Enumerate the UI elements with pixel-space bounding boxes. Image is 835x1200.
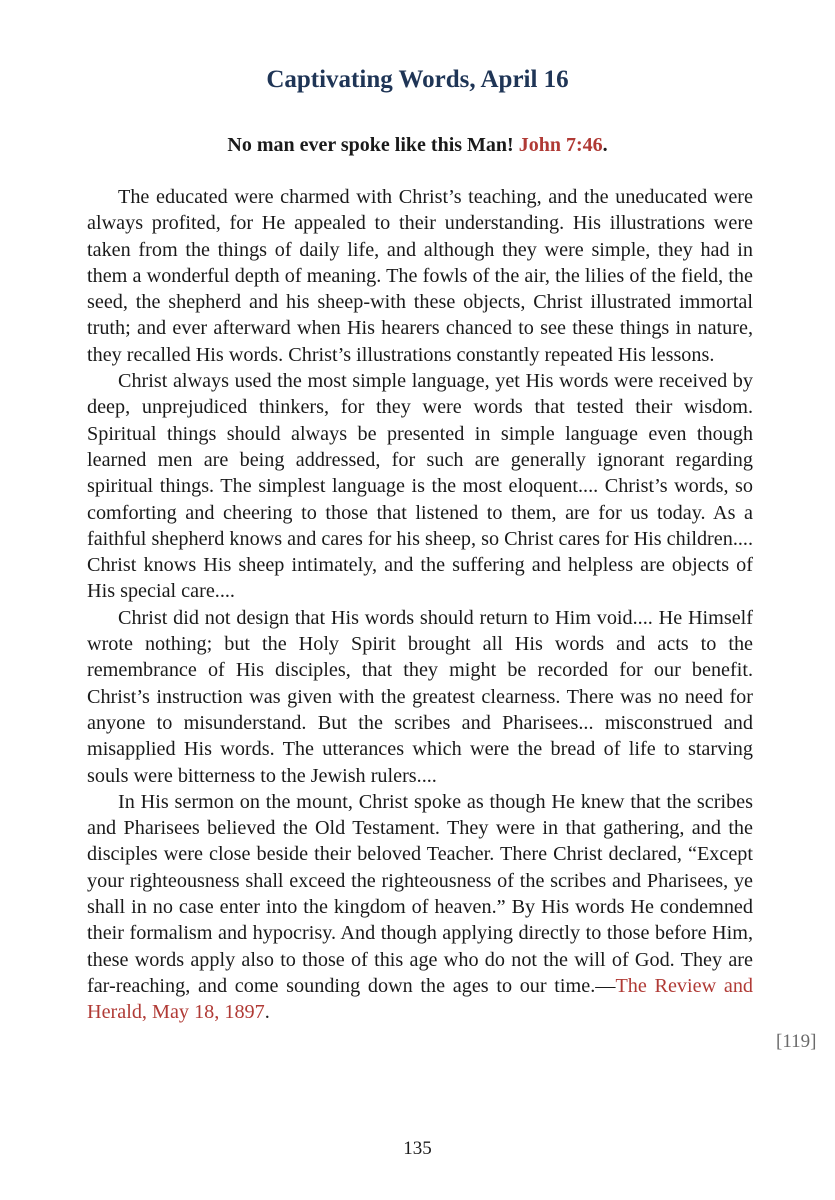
epigraph xyxy=(0,134,835,157)
paragraph-last-text: In His sermon on the mount, Christ spoke as though He knew that the scribes and Pharisees believed the Old Testament. They were in that gathering, and the disciples were close beside their beloved Teacher. There Christ declared, “Except your righteousness shall exceed the righteousness of the scribes and Pharisees, ye shall in no case enter into the kingdom of heaven.” By His words He condemned their formalism and hypocrisy. And though applying directly to those before Him, these words apply also to those of this age who do not the will of God. They are far-reaching, and come sounding down the ages to our time.— xyxy=(87,790,753,997)
paragraph: The educated were charmed with Christ’s teaching, and the uneducated were always profited, for He appealed to their understanding. His illustrations were taken from the things of daily life, and although they were simple, they had in them a wonderful depth of meaning. The fowls of the air, the lilies of the field, the seed, the shepherd and his sheep-with these objects, Christ illustrated immortal truth; and ever afterward when His hearers chanced to see these things in nature, they recalled His words. Christ’s illustrations constantly repeated His lessons. xyxy=(87,186,753,366)
paragraph-last xyxy=(87,789,753,1026)
paragraph: Christ always used the most simple language, yet His words were received by deep, unprejudiced thinkers, for they were words that tested their wisdom. Spiritual things should always be presented in simple language even though learned men are being addressed, for such are generally ignorant regarding spiritual things. The simplest language is the most eloquent.... Christ’s words, so comforting and cheering to those that listened to them, are for us today. As a faithful shepherd knows and cares for his sheep, so Christ cares for His children.... Christ knows His sheep intimately, and the suffering and helpless are objects of His special care.... xyxy=(87,370,754,603)
epigraph-end: . xyxy=(602,134,608,156)
paragraph-last-end: . xyxy=(264,1001,270,1024)
scripture-reference-link[interactable]: John 7:46 xyxy=(518,134,603,156)
paragraph: Christ did not design that His words should return to Him void.... He Himself wrote nothing; but the Holy Spirit brought all His words and acts to the remembrance of His disciples, that they might be recorded for our benefit. Christ’s instruction was given with the greatest clearness. There was no need for anyone to misunderstand. But the scribes and Pharisees... misconstrued and misapplied His words. The utterances which were the bread of life to starving souls were bitterness to the Jewish rulers.... xyxy=(87,606,753,787)
original-page-reference: [119] xyxy=(776,1031,817,1052)
devotional-body xyxy=(87,184,753,1026)
source-citation-link[interactable]: The Review and Herald, May 18, 1897 xyxy=(87,974,754,1024)
page-number: 135 xyxy=(403,1138,432,1159)
page-title: Captivating Words, April 16 xyxy=(266,66,569,93)
epigraph-text: No man ever spoke like this Man! xyxy=(227,134,519,156)
